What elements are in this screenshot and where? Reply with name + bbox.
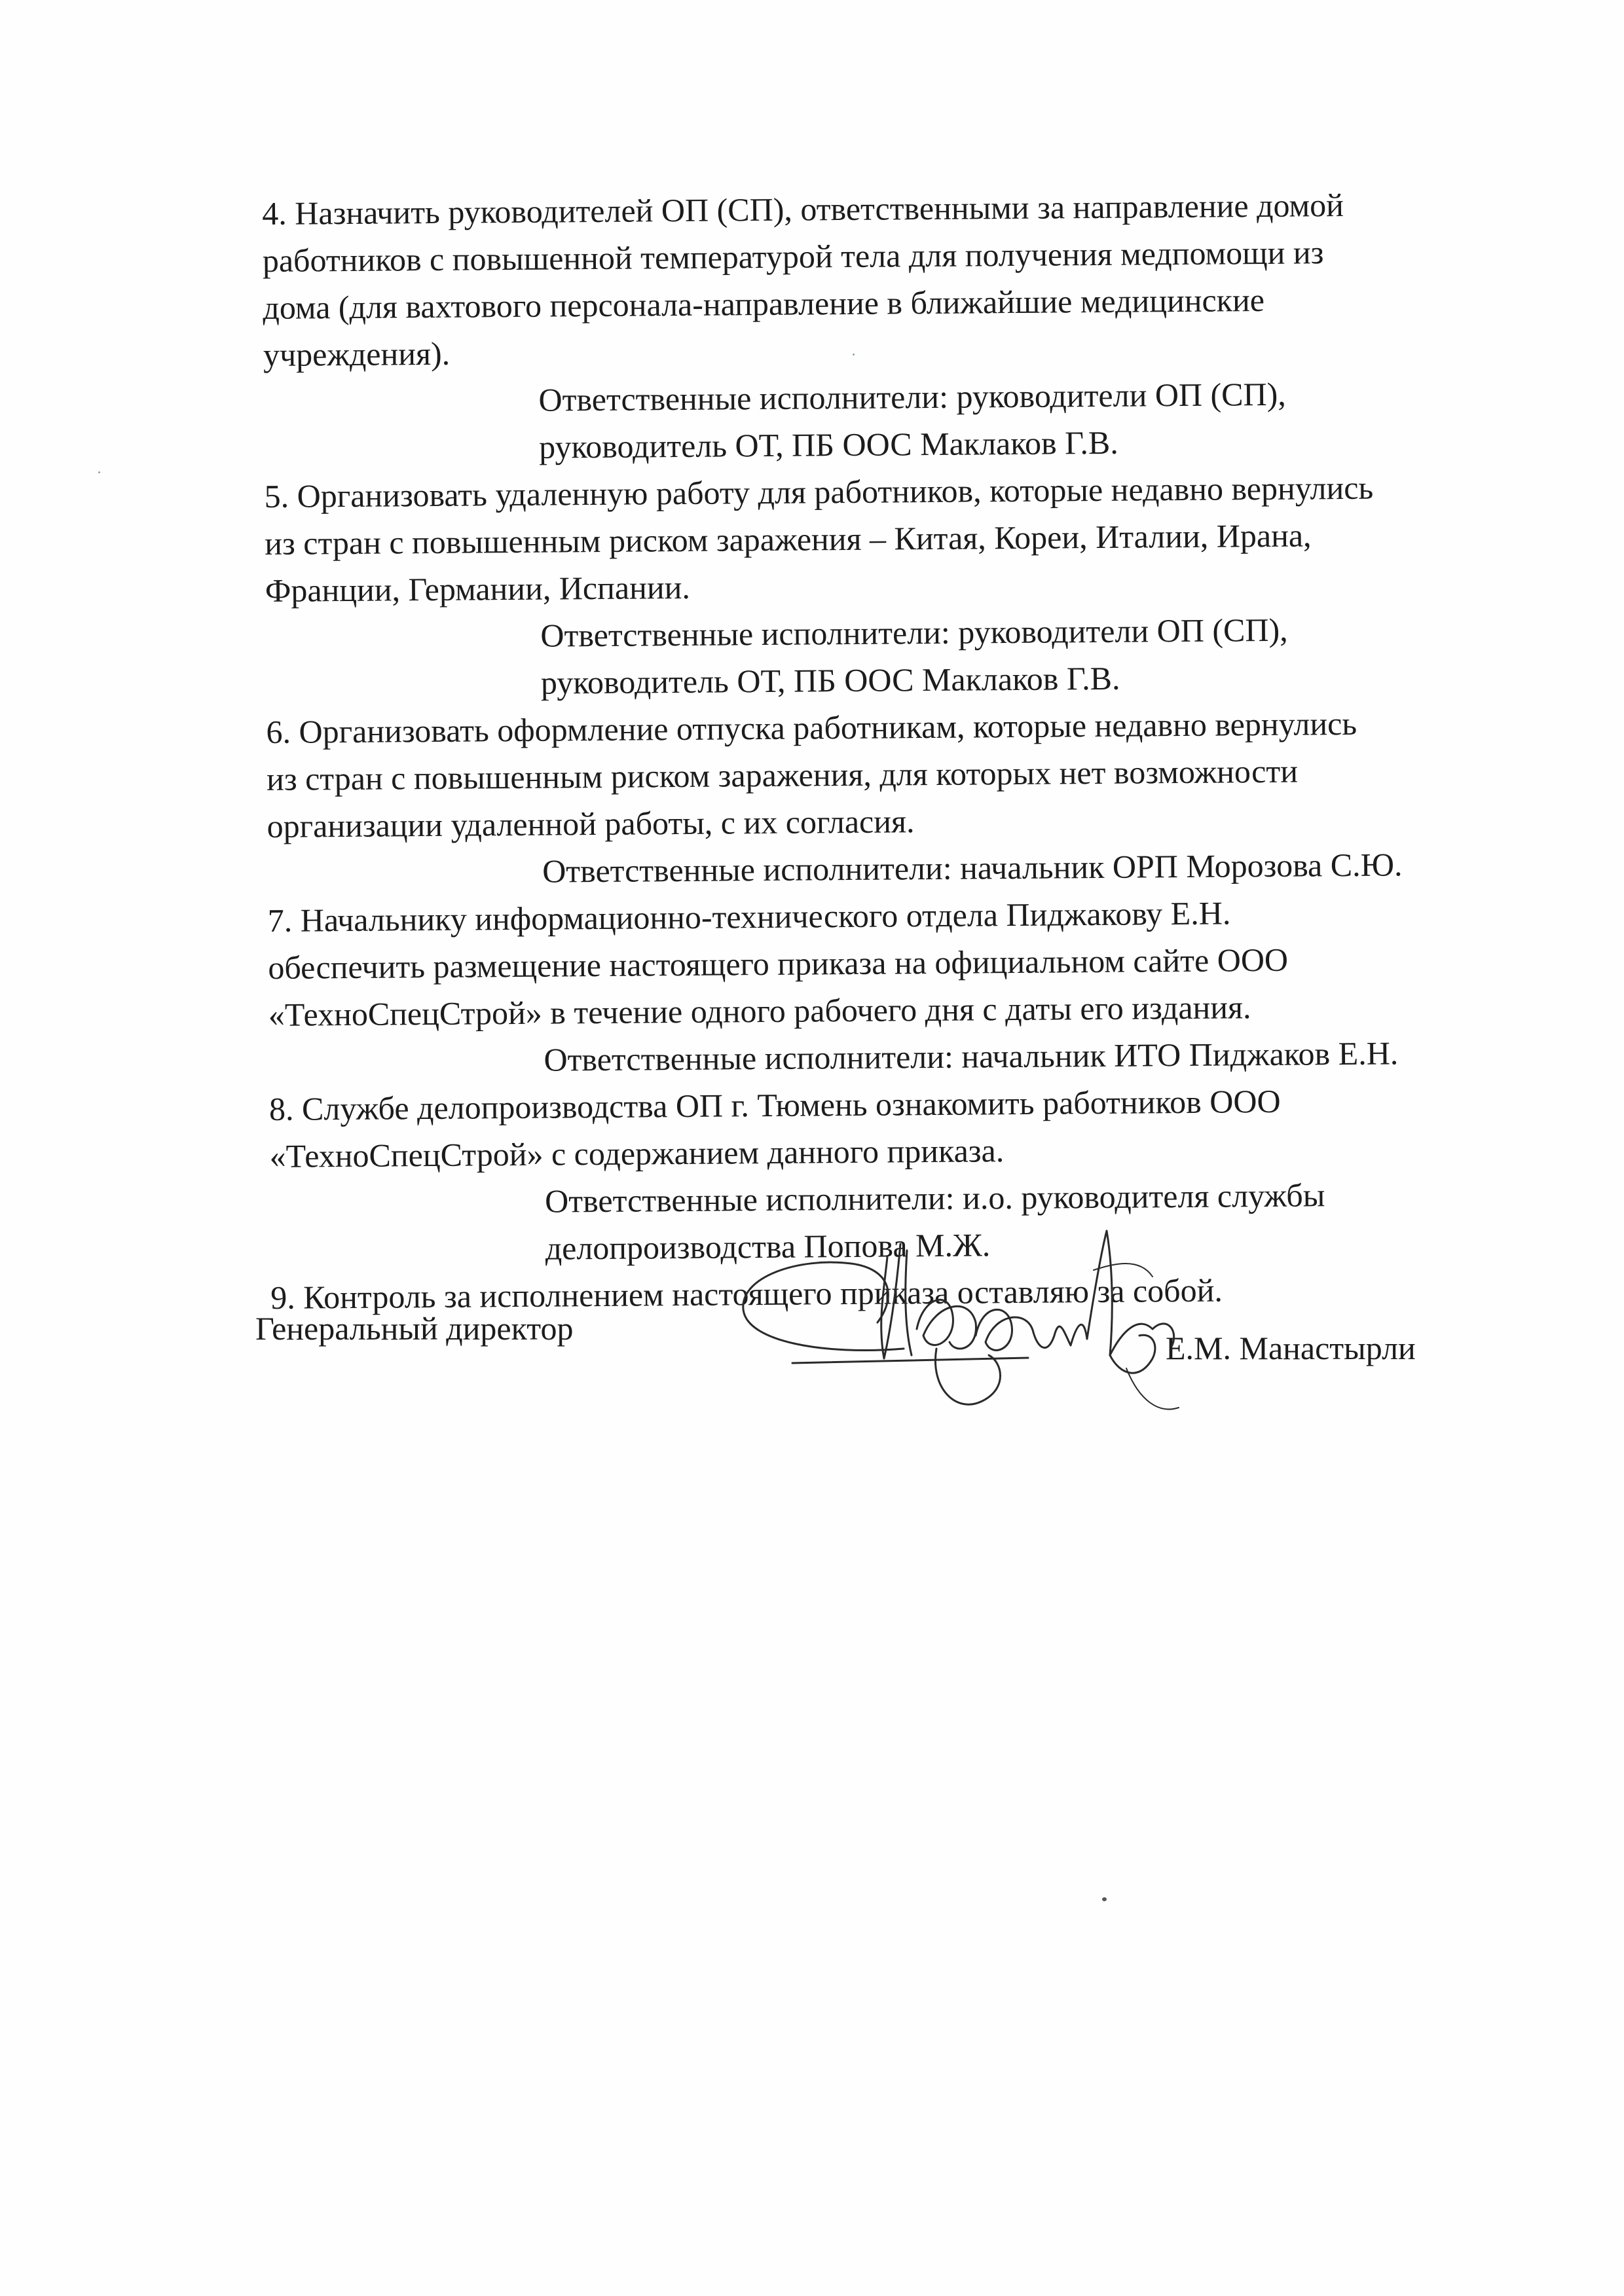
paragraph-8-text: 8. Службе делопроизводства ОП г. Тюмень ознакомить работников ООО «ТехноСпецСтрой» с содержанием данного приказа. [268,1082,1281,1175]
paragraph-6-responsible: Ответственные исполнители: начальник ОРП Морозова С.Ю. [542,846,1403,890]
order-body [262,180,1555,1321]
paragraph-7-text: 7. Начальнику информационно-технического отдела Пиджакову Е.Н. обеспечить размещение настоящего приказа на официальном сайте ООО «ТехноСпецСтрой» в течение одного рабочего дня с даты его издания. [267,894,1289,1033]
paragraph-9-text: 9. Контроль за исполнением настоящего приказа оставляю за собой. [270,1271,1223,1316]
paragraph-4-text: 4. Назначить руководителей ОП (СП), ответственными за направление домой работников с повышенной температурой тела для получения медпомощи из дома (для вахтового персонала-направление в ближайшие медицинские учреждения). [262,187,1344,373]
paragraph-8-responsible: Ответственные исполнители: и.о. руководителя службы делопроизводства Попова М.Ж. [544,1176,1325,1267]
paragraph-7-responsible: Ответственные исполнители: начальник ИТО Пиджаков Е.Н. [544,1034,1399,1078]
scan-speck [1102,1897,1107,1901]
paragraph-5-responsible: Ответственные исполнители: руководители ОП (СП), руководитель ОТ, ПБ ООС Маклаков Г.В. [540,611,1288,701]
paragraph-4-responsible: Ответственные исполнители: руководители ОП (СП), руководитель ОТ, ПБ ООС Маклаков Г.В. [538,375,1287,465]
paragraph-5-text: 5. Организовать удаленную работу для работников, которые недавно вернулись из стран с повышенным риском заражения – Китая, Кореи, Италии, Ирана, Франции, Германии, Испании. [264,469,1374,609]
scan-speck [853,354,855,355]
scan-speck [98,471,100,473]
paragraph-6-text: 6. Организовать оформление отпуска работникам, которые недавно вернулись из стран с повышенным риском заражения, для которых нет возможности организации удаленной работы, с их согласия. [266,704,1357,845]
signatory-title: Генеральный директор [255,1310,574,1347]
handwritten-signature [720,1218,1231,1427]
signatory-name: Е.М. Манастырли [1166,1330,1416,1366]
